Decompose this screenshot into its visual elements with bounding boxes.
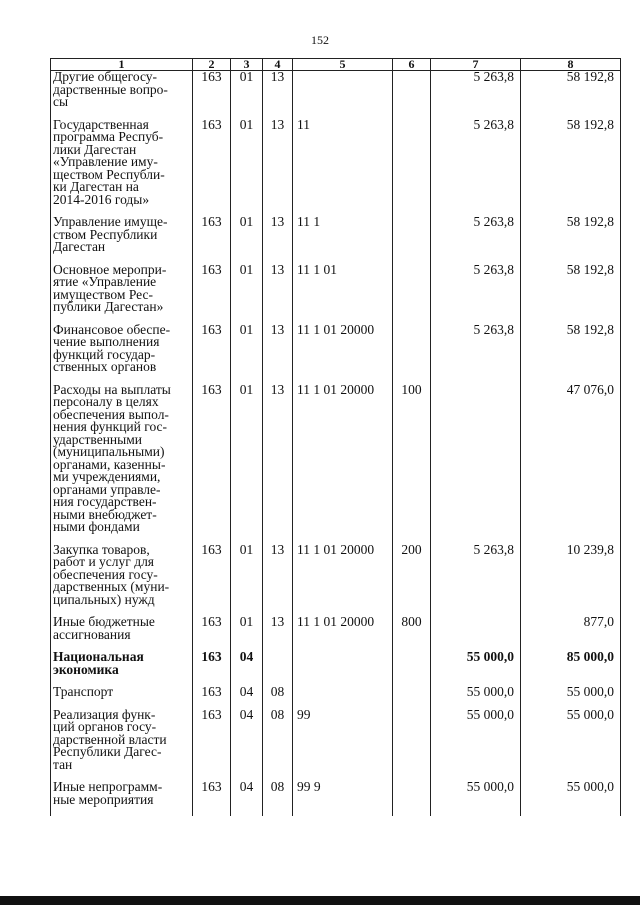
table-row — [51, 324, 621, 384]
row-cell-c6: 800 — [393, 616, 431, 651]
row-cell-c8: 58 192,8 — [521, 264, 621, 324]
row-name-cell: Транспорт — [51, 686, 193, 709]
row-cell-c3: 01 — [231, 616, 263, 651]
row-cell-c2: 163 — [193, 651, 231, 686]
row-cell-c3: 01 — [231, 264, 263, 324]
row-cell-c4: 13 — [263, 544, 293, 617]
row-cell-c6 — [393, 216, 431, 264]
row-cell-c8: 58 192,8 — [521, 119, 621, 217]
row-cell-c7: 5 263,8 — [431, 119, 521, 217]
row-cell-c5 — [293, 651, 393, 686]
row-cell-c7 — [431, 384, 521, 544]
row-cell-c8: 58 192,8 — [521, 71, 621, 119]
row-cell-c7: 5 263,8 — [431, 71, 521, 119]
row-cell-c8: 58 192,8 — [521, 216, 621, 264]
row-cell-c4: 13 — [263, 216, 293, 264]
table-row — [51, 709, 621, 782]
row-cell-c6 — [393, 264, 431, 324]
row-cell-c7 — [431, 616, 521, 651]
row-cell-c8: 47 076,0 — [521, 384, 621, 544]
row-cell-c2: 163 — [193, 324, 231, 384]
row-cell-c8: 55 000,0 — [521, 686, 621, 709]
row-cell-c4 — [263, 651, 293, 686]
row-cell-c7: 55 000,0 — [431, 651, 521, 686]
row-cell-c7: 5 263,8 — [431, 544, 521, 617]
row-cell-c5: 99 — [293, 709, 393, 782]
row-cell-c6 — [393, 781, 431, 816]
row-cell-c5: 11 1 01 20000 — [293, 616, 393, 651]
row-cell-c4: 08 — [263, 709, 293, 782]
row-cell-c2: 163 — [193, 264, 231, 324]
row-cell-c3: 01 — [231, 119, 263, 217]
row-cell-c5: 11 1 01 20000 — [293, 324, 393, 384]
row-cell-c8: 58 192,8 — [521, 324, 621, 384]
row-cell-c7: 55 000,0 — [431, 709, 521, 782]
row-cell-c2: 163 — [193, 686, 231, 709]
row-cell-c2: 163 — [193, 616, 231, 651]
row-cell-c3: 04 — [231, 651, 263, 686]
header-cell: 1 — [51, 59, 193, 71]
row-name-cell: Основное меропри- ятие «Управление имуществом Рес- публики Дагестан» — [51, 264, 193, 324]
table-row — [51, 651, 621, 686]
row-cell-c3: 01 — [231, 544, 263, 617]
row-cell-c2: 163 — [193, 709, 231, 782]
table-row — [51, 781, 621, 816]
row-name-cell: Государственная программа Респуб- лики Дагестан «Управление иму- ществом Республи- ки Дагестан на 2014-2016 годы» — [51, 119, 193, 217]
row-cell-c4: 13 — [263, 616, 293, 651]
table-row — [51, 119, 621, 217]
header-cell: 8 — [521, 59, 621, 71]
table-row — [51, 544, 621, 617]
row-cell-c2: 163 — [193, 781, 231, 816]
row-cell-c2: 163 — [193, 384, 231, 544]
row-cell-c7: 5 263,8 — [431, 216, 521, 264]
row-name-cell: Реализация функ- ций органов госу- дарственной власти Республики Дагес- тан — [51, 709, 193, 782]
row-name-cell: Финансовое обеспе- чение выполнения функций государ- ственных органов — [51, 324, 193, 384]
row-cell-c8: 877,0 — [521, 616, 621, 651]
row-cell-c3: 01 — [231, 324, 263, 384]
row-name-cell: Закупка товаров, работ и услуг для обеспечения госу- дарственных (муни- ципальных) нужд — [51, 544, 193, 617]
row-name-cell: Другие общегосу- дарственные вопро- сы — [51, 71, 193, 119]
header-cell: 6 — [393, 59, 431, 71]
row-name-cell: Расходы на выплаты персоналу в целях обеспечения выпол- нения функций гос- ударственными (муниципальными) органами, казенны- ми учреждениями, органами управле- ния государствен- ными внебюджет- ными фондами — [51, 384, 193, 544]
row-cell-c6 — [393, 119, 431, 217]
row-cell-c4: 08 — [263, 686, 293, 709]
header-cell: 3 — [231, 59, 263, 71]
row-cell-c4: 13 — [263, 384, 293, 544]
row-cell-c8: 10 239,8 — [521, 544, 621, 617]
row-cell-c5: 99 9 — [293, 781, 393, 816]
header-cell: 2 — [193, 59, 231, 71]
page-number: 152 — [311, 33, 329, 47]
table-row — [51, 616, 621, 651]
table-row — [51, 264, 621, 324]
row-cell-c8: 85 000,0 — [521, 651, 621, 686]
row-cell-c2: 163 — [193, 119, 231, 217]
row-cell-c7: 5 263,8 — [431, 264, 521, 324]
row-cell-c3: 04 — [231, 781, 263, 816]
header-cell: 5 — [293, 59, 393, 71]
row-cell-c4: 13 — [263, 71, 293, 119]
row-cell-c6 — [393, 709, 431, 782]
table-row — [51, 71, 621, 119]
budget-table — [50, 58, 621, 816]
row-cell-c5: 11 1 01 20000 — [293, 384, 393, 544]
row-cell-c6: 100 — [393, 384, 431, 544]
row-cell-c5: 11 — [293, 119, 393, 217]
row-cell-c6: 200 — [393, 544, 431, 617]
row-cell-c2: 163 — [193, 544, 231, 617]
row-cell-c3: 01 — [231, 71, 263, 119]
table-row — [51, 216, 621, 264]
row-name-cell: Иные непрограмм- ные мероприятия — [51, 781, 193, 816]
row-cell-c3: 04 — [231, 686, 263, 709]
row-cell-c6 — [393, 324, 431, 384]
row-cell-c3: 01 — [231, 216, 263, 264]
header-cell: 4 — [263, 59, 293, 71]
row-cell-c5: 11 1 — [293, 216, 393, 264]
row-cell-c7: 55 000,0 — [431, 686, 521, 709]
row-cell-c5: 11 1 01 — [293, 264, 393, 324]
row-name-cell: Национальная экономика — [51, 651, 193, 686]
table-row — [51, 686, 621, 709]
row-cell-c8: 55 000,0 — [521, 781, 621, 816]
row-cell-c6 — [393, 71, 431, 119]
header-cell: 7 — [431, 59, 521, 71]
row-cell-c2: 163 — [193, 71, 231, 119]
row-cell-c4: 08 — [263, 781, 293, 816]
row-cell-c5: 11 1 01 20000 — [293, 544, 393, 617]
table-row — [51, 384, 621, 544]
row-cell-c7: 55 000,0 — [431, 781, 521, 816]
row-cell-c4: 13 — [263, 264, 293, 324]
row-cell-c3: 01 — [231, 384, 263, 544]
row-cell-c4: 13 — [263, 119, 293, 217]
row-cell-c2: 163 — [193, 216, 231, 264]
row-cell-c8: 55 000,0 — [521, 709, 621, 782]
row-cell-c3: 04 — [231, 709, 263, 782]
row-cell-c7: 5 263,8 — [431, 324, 521, 384]
row-cell-c6 — [393, 651, 431, 686]
row-cell-c4: 13 — [263, 324, 293, 384]
row-cell-c5 — [293, 71, 393, 119]
row-name-cell: Управление имуще- ством Республики Дагестан — [51, 216, 193, 264]
row-cell-c5 — [293, 686, 393, 709]
row-name-cell: Иные бюджетные ассигнования — [51, 616, 193, 651]
row-cell-c6 — [393, 686, 431, 709]
scan-bottom-edge — [0, 896, 640, 905]
